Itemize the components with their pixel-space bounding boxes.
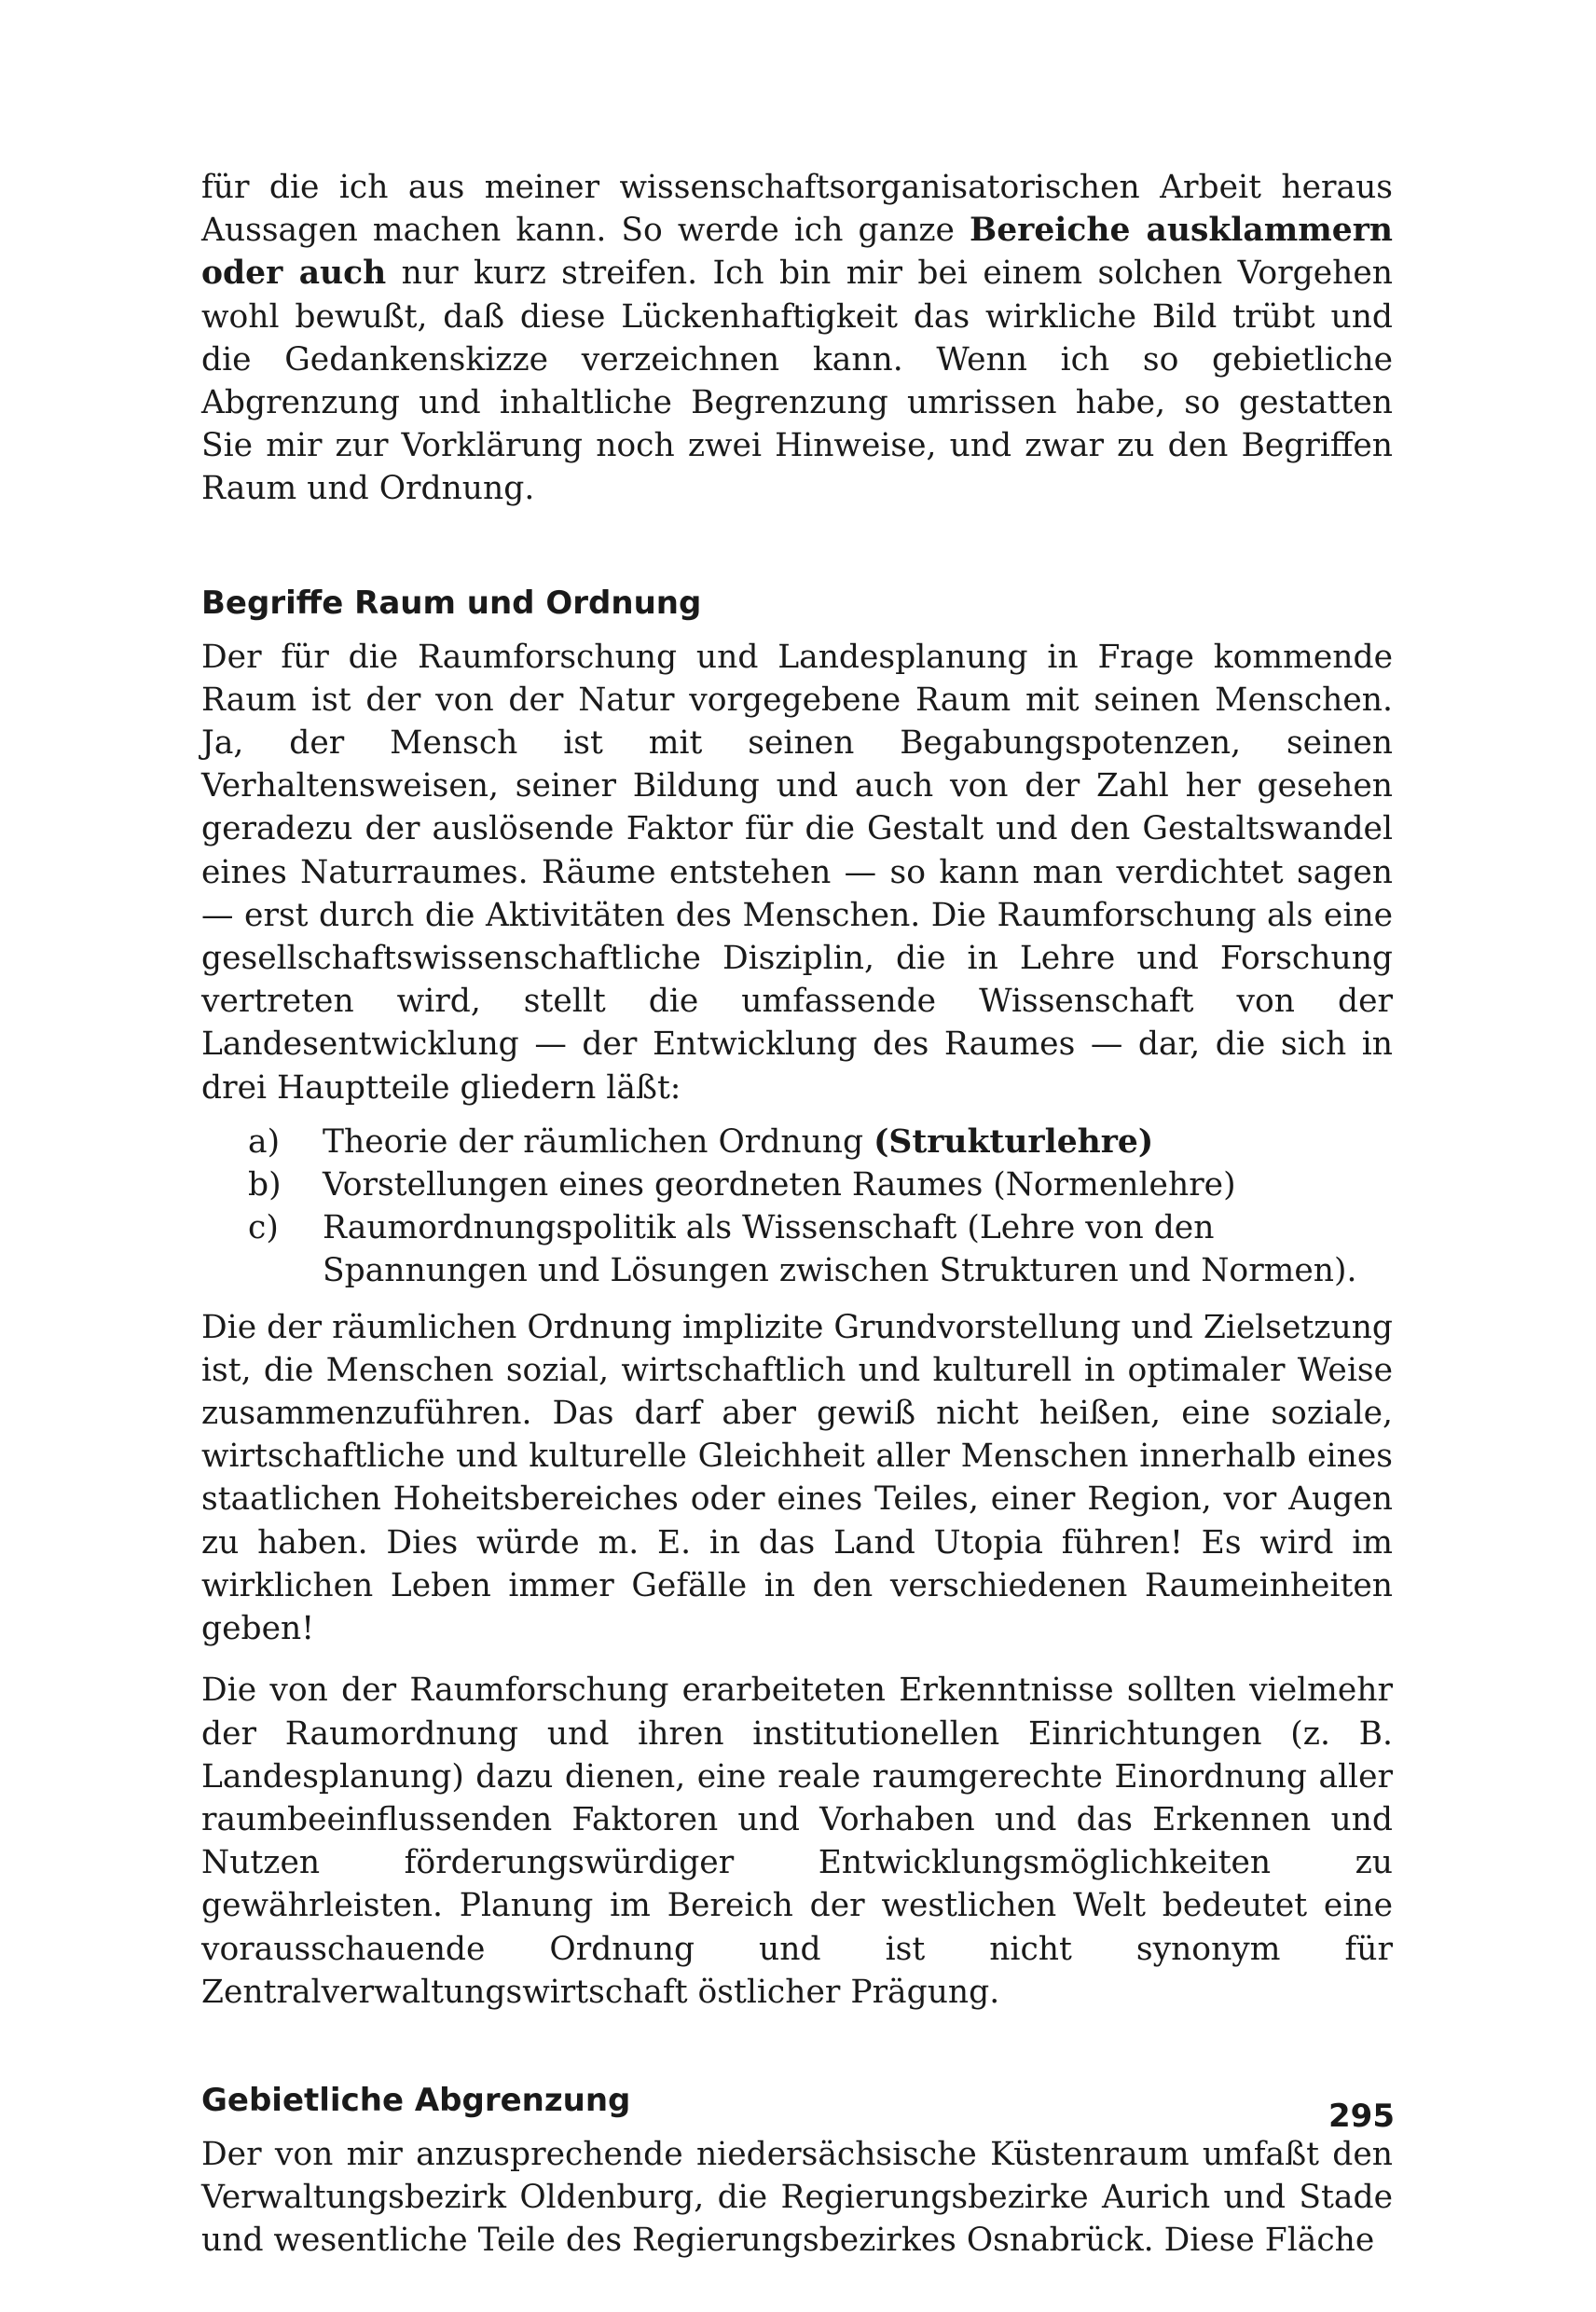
intro-text-2: nur kurz streifen. Ich bin mir bei einem solchen Vorgehen wohl bewußt, daß diese Lückenhaftigkeit das wirkliche Bild trübt und die Gedankenskizze verzeichnen kann. Wenn ich so gebietliche Abgrenzung und inhaltliche Begrenzung umrissen habe, so gestatten Sie mir zur Vorklärung noch zwei Hinweise, und zwar zu den Begriffen Raum und Ordnung.	[201, 255, 1393, 508]
hauptteile-list	[201, 1121, 1393, 1293]
list-item-text-bold: (Strukturlehre)	[874, 1122, 1154, 1161]
section-heading-raum-und-ordnung: Begriffe Raum und Ordnung	[201, 584, 702, 622]
intro-text-bold: Bereiche ausklammern oder auch	[201, 212, 1393, 293]
list-marker: a)	[248, 1122, 281, 1161]
list-marker: c)	[248, 1209, 279, 1247]
section1-paragraph-3: Die von der Raumforschung erarbeiteten Erkenntnisse sollten vielmehr der Raumordnung und ihren institutionellen Einrichtungen (z. B. Landesplanung) dazu dienen, eine reale raumgerechte Einordnung aller raumbeeinflussenden Faktoren und Vorhaben und das Erkennen und Nutzen förderungswürdiger Entwicklungsmöglichkeiten zu gewährleisten. Planung im Bereich der westlichen Welt bedeutet eine vorausschauende Ordnung und ist nicht synonym für Zentralverwaltungswirtschaft östlicher Prägung.	[201, 1672, 1393, 2011]
section2-paragraph-1: Der von mir anzusprechende niedersächsische Küstenraum umfaßt den Verwaltungsbezirk Oldenburg, die Regierungsbezirke Aurich und Stade und wesentliche Teile des Regierungsbezirkes Osnabrück. Diese Fläche	[201, 2135, 1393, 2260]
page-number: 295	[1328, 2098, 1395, 2135]
section1-paragraph-2: Die der räumlichen Ordnung implizite Grundvorstellung und Zielsetzung ist, die Menschen sozial, wirtschaftlich und kulturell in optimaler Weise zusammenzuführen. Das darf aber gewiß nicht heißen, eine soziale, wirtschaftliche und kulturelle Gleichheit aller Menschen innerhalb eines staatlichen Hoheitsbereiches oder eines Teiles, einer Region, vor Augen zu haben. Dies würde m. E. in das Land Utopia führen! Es wird im wirklichen Leben immer Gefälle in den verschiedenen Raumeinheiten geben!	[201, 1308, 1393, 1648]
list-marker: b)	[248, 1166, 282, 1204]
list-item	[201, 1206, 1393, 1292]
section1-paragraph-1: Der für die Raumforschung und Landesplanung in Frage kommende Raum ist der von der Natur vorgegebene Raum mit seinen Menschen. Ja, der Mensch ist mit seinen Begabungspotenzen, seinen Verhaltensweisen, seiner Bildung und auch von der Zahl her gesehen geradezu der auslösende Faktor für die Gestalt und den Gestaltswandel eines Naturraumes. Räume entstehen — so kann man verdichtet sagen — erst durch die Aktivitäten des Menschen. Die Raumforschung als eine gesellschaftswissenschaftliche Disziplin, die in Lehre und Forschung vertreten wird, stellt die umfassende Wissenschaft von der Landesentwicklung — der Entwicklung des Raumes — dar, die sich in drei Hauptteile gliedern läßt:	[201, 638, 1393, 1107]
list-item-text: Vorstellungen eines geordneten Raumes (Normenlehre)	[323, 1166, 1236, 1204]
list-item	[201, 1163, 1393, 1206]
list-item-text: Theorie der räumlichen Ordnung	[323, 1122, 874, 1161]
list-item-text: Raumordnungspolitik als Wissenschaft (Lehre von den Spannungen und Lösungen zwischen Strukturen und Normen).	[323, 1209, 1357, 1290]
intro-paragraph	[201, 166, 1393, 511]
section-heading-gebietliche-abgrenzung: Gebietliche Abgrenzung	[201, 2081, 631, 2119]
page-body	[201, 166, 1393, 2263]
list-item	[201, 1121, 1393, 1163]
intro-text-1: für die ich aus meiner wissenschaftsorganisatorischen Arbeit heraus Aussagen machen kann. So werde ich ganze	[201, 169, 1393, 250]
